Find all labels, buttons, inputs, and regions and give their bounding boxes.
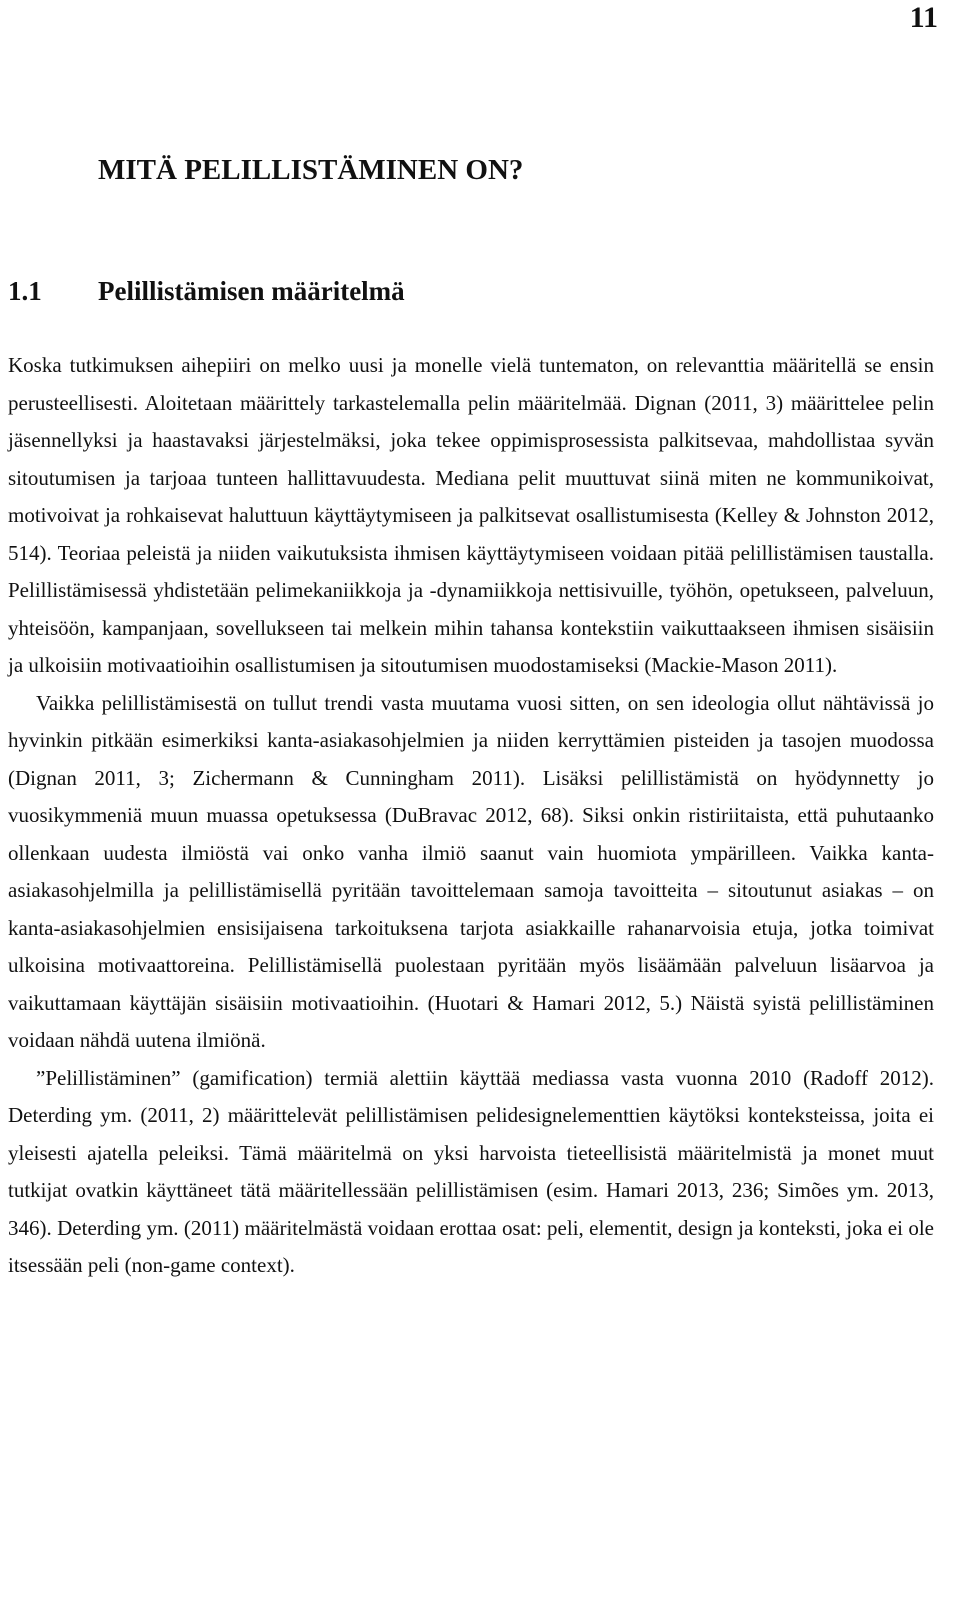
body-text: [8, 347, 934, 1285]
paragraph-definition: Koska tutkimuksen aihepiiri on melko uusi ja monelle vielä tuntematon, on relevanttia määritellä se ensin perusteellisesti. Aloitetaan määrittely tarkastelemalla pelin määritelmää. Dignan (2011, 3) määrittelee pelin jäsennellyksi ja haastavaksi järjestelmäksi, joka tekee oppimisprosessista palkitsevaa, mahdollistaa syvän sitoutumisen ja tarjoaa tunteen hallittavuudesta. Mediana pelit muuttuvat siinä miten ne kommunikoivat, motivoivat ja rohkaisevat haluttuun käyttäytymiseen ja palkitsevat osallistumisesta (Kelley & Johnston 2012, 514). Teoriaa peleistä ja niiden vaikutuksista ihmisen käyttäytymiseen voidaan pitää pelillistämisen taustalla. Pelillistämisessä yhdistetään pelimekaniikkoja ja -dynamiikkoja nettisivuille, työhön, opetukseen, palveluun, yhteisöön, kampanjaan, sovellukseen tai melkein mihin tahansa kontekstiin vaikuttaakseen ihmisen sisäisiin ja ulkoisiin motivaatioihin osallistumisen ja sitoutumisen muodostamiseksi (Mackie-Mason 2011).: [8, 353, 934, 677]
section-heading: [8, 273, 405, 309]
page-number: 11: [909, 1, 938, 34]
section-title: Pelillistämisen määritelmä: [98, 276, 405, 306]
chapter-heading: MITÄ PELILLISTÄMINEN ON?: [98, 154, 524, 186]
paragraph-history: Vaikka pelillistämisestä on tullut trendi vasta muutama vuosi sitten, on sen ideologia ollut nähtävissä jo hyvinkin pitkään esimerkiksi kanta-asiakasohjelmien ja niiden kerryttämien pisteiden ja tasojen muodossa (Dignan 2011, 3; Zichermann & Cunningham 2011). Lisäksi pelillistämistä on hyödynnetty jo vuosikymmeniä muun muassa opetuksessa (DuBravac 2012, 68). Siksi onkin ristiriitaista, että puhutaanko ollenkaan uudesta ilmiöstä vai onko vanha ilmiö saanut vain huomiota ympärilleen. Vaikka kantaasiakasohjelmilla ja pelillistämisellä pyritään tavoittelemaan samoja tavoitteita – sitoutunut asiakas – on kanta-asiakasohjelmien ensisijaisena tarkoituksena tarjota asiakkaille rahanarvoisia etuja, jotka toimivat ulkoisina motivaattoreina. Pelillistämisellä puolestaan pyritään myös lisäämään palveluun lisäarvoa ja vaikuttamaan käyttäjän sisäisiin motivaatioihin. (Huotari & Hamari 2012, 5.) Näistä syistä pelillistäminen voidaan nähdä uutena ilmiönä.: [8, 690, 934, 1052]
section-number: 1.1: [8, 276, 42, 306]
paragraph-term: ”Pelillistäminen” (gamification) termiä alettiin käyttää mediassa vasta vuonna 2010 (Radoff 2012). Deterding ym. (2011, 2) määrittelevät pelillistämisen pelidesignelementtien käytöksi konteksteissa, joita ei yleisesti ajatella peleiksi. Tämä määritelmä on yksi harvoista tieteellisistä määritelmistä ja monet muut tutkijat ovatkin käyttäneet tätä määritellessään pelillistämisen (esim. Hamari 2013, 236; Simões ym. 2013, 346). Deterding ym. (2011) määritelmästä voidaan erottaa osat: peli, elementit, design ja konteksti, joka ei ole itsessään peli (non-game context).: [8, 1065, 934, 1277]
